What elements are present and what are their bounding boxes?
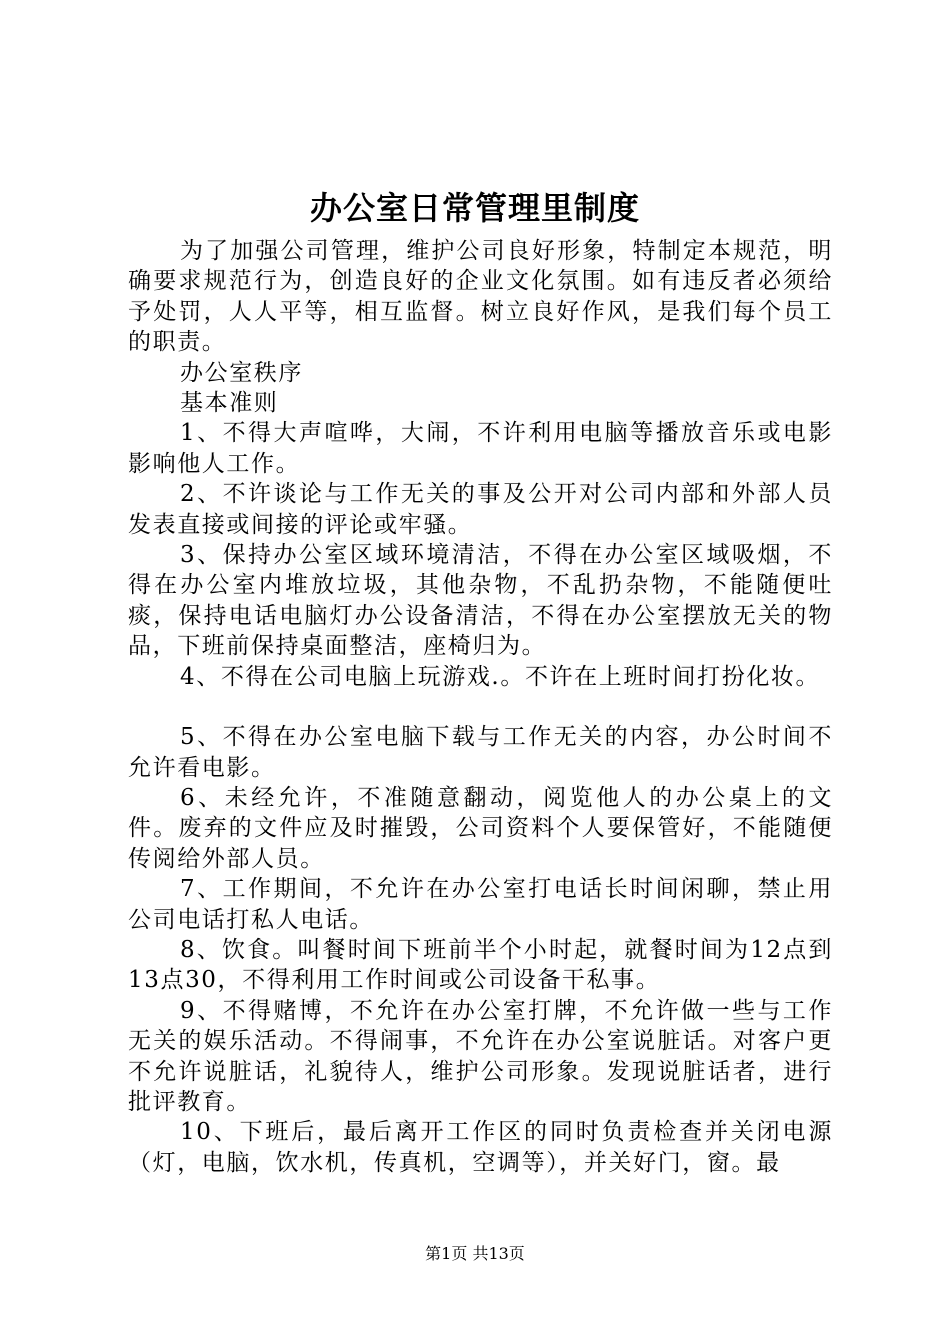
section-heading: 办公室秩序 [180, 359, 303, 386]
rule-item: 8、饮食。叫餐时间下班前半个小时起，就餐时间为12点到13点30，不得利用工作时间或公司设备干私事。 [128, 936, 833, 994]
rule-item: 4、不得在公司电脑上玩游戏.。不许在上班时间打扮化妆。 [180, 663, 821, 690]
rule-item: 2、不许谈论与工作无关的事及公开对公司内部和外部人员发表直接或间接的评论或牢骚。 [128, 481, 833, 538]
rule-item: 10、下班后，最后离开工作区的同时负责检查并关闭电源（灯，电脑，饮水机，传真机，空调等），并关好门，窗。最 [128, 1119, 833, 1176]
rule-item: 3、保持办公室区域环境清洁，不得在办公室区域吸烟，不得在办公室内堆放垃圾，其他杂物，不乱扔杂物，不能随便吐痰，保持电话电脑灯办公设备清洁，不得在办公室摆放无关的物品，下班前保持桌面整洁，座椅归为。 [128, 542, 833, 660]
rule-item: 6、未经允许，不准随意翻动，阅览他人的办公桌上的文件。废弃的文件应及时摧毁，公司资料个人要保管好，不能随便传阅给外部人员。 [128, 784, 833, 872]
rule-item: 7、工作期间，不允许在办公室打电话长时间闲聊，禁止用公司电话打私人电话。 [128, 876, 833, 933]
rule-item: 5、不得在办公室电脑下载与工作无关的内容，办公时间不允许看电影。 [128, 724, 833, 781]
document-body [128, 236, 833, 1178]
rule-item: 1、不得大声喧哗，大闹，不许利用电脑等播放音乐或电影影响他人工作。 [128, 420, 833, 477]
subsection-heading: 基本准则 [180, 390, 279, 417]
rule-item: 9、不得赌博，不允许在办公室打牌，不允许做一些与工作无关的娱乐活动。不得闹事，不允许在办公室说脏话。对客户更不允许说脏话，礼貌待人，维护公司形象。发现说脏话者，进行批评教育。 [128, 997, 833, 1115]
document-title: 办公室日常管理里制度 [309, 189, 640, 227]
page-number-footer: 第1页 共13页 [425, 1244, 525, 1263]
intro-paragraph: 为了加强公司管理，维护公司良好形象，特制定本规范，明确要求规范行为，创造良好的企业文化氛围。如有违反者必须给予处罚，人人平等，相互监督。树立良好作风，是我们每个员工的职责。 [128, 238, 833, 356]
